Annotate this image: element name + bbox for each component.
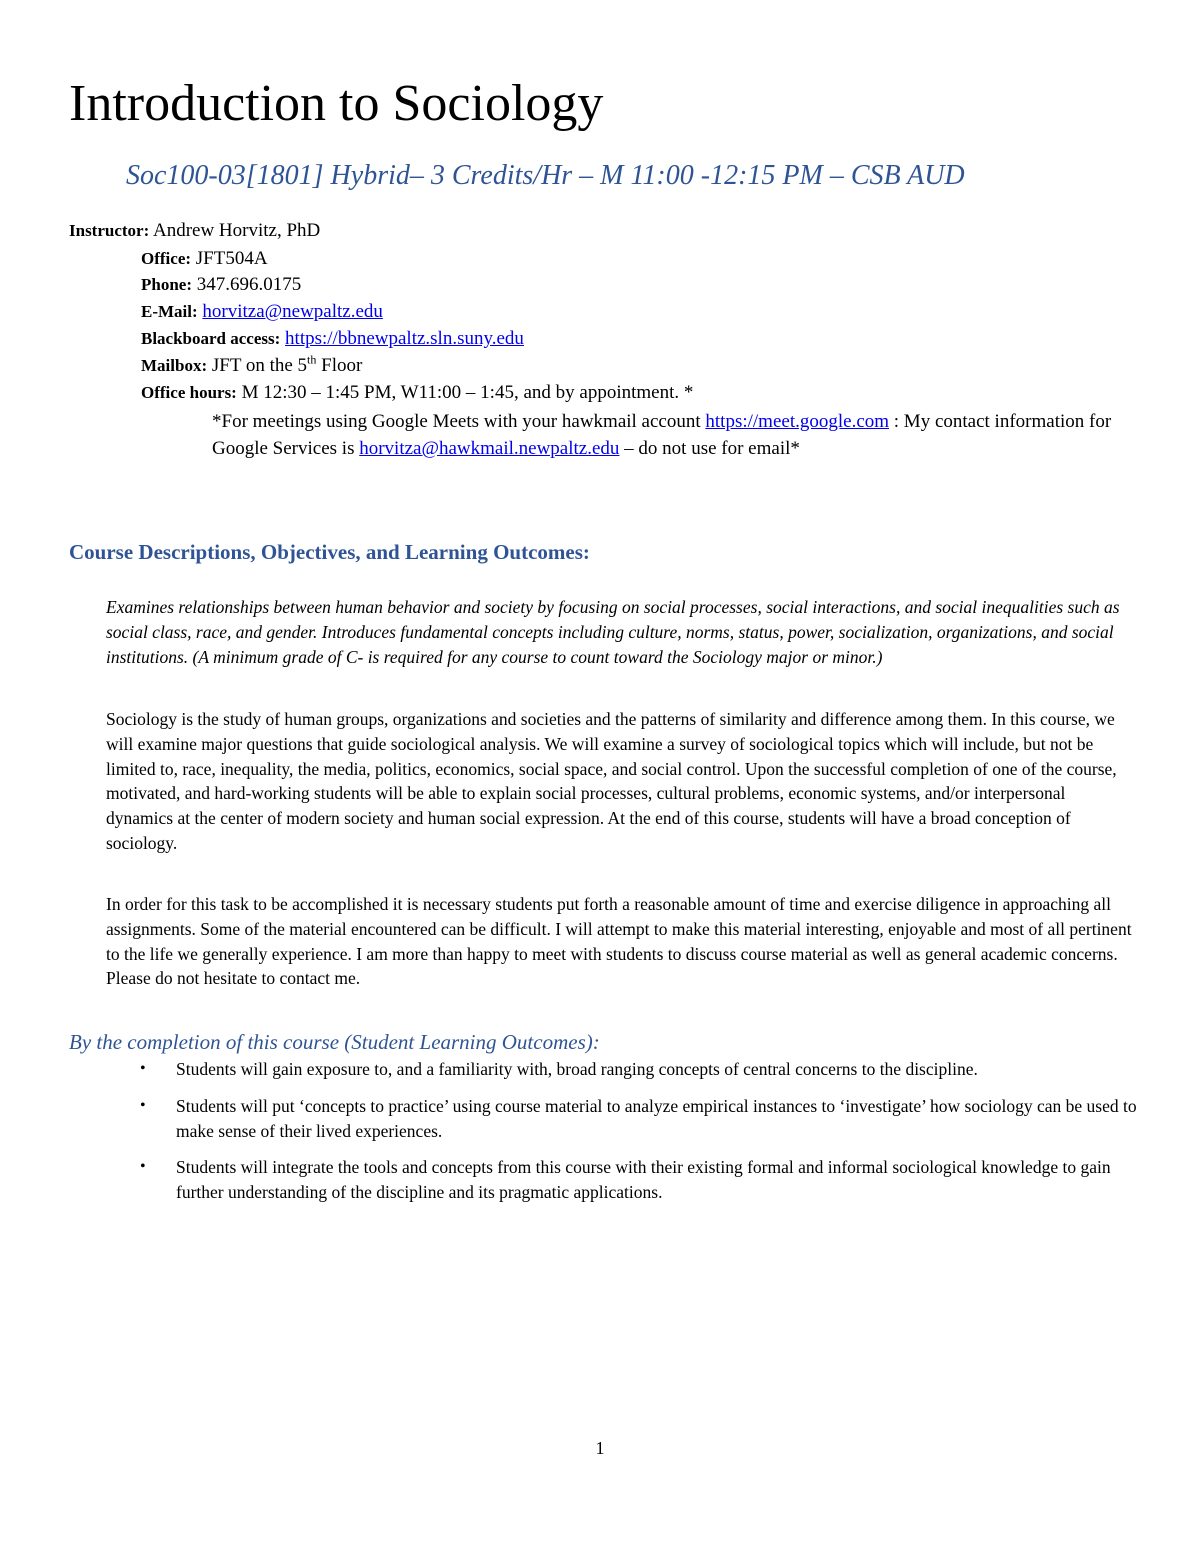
office-hours-line bbox=[141, 380, 693, 406]
email-link[interactable]: horvitza@newpaltz.edu bbox=[202, 301, 383, 322]
list-item bbox=[140, 1094, 1140, 1144]
mailbox-superscript: th bbox=[307, 352, 317, 367]
mailbox-label: Mailbox: bbox=[141, 356, 208, 375]
email-label: E-Mail: bbox=[141, 302, 198, 321]
page-number: 1 bbox=[595, 1438, 605, 1458]
course-description-heading: Course Descriptions, Objectives, and Learning Outcomes: bbox=[69, 540, 590, 564]
email-line bbox=[141, 299, 383, 325]
hawkmail-link[interactable]: horvitza@hawkmail.newpaltz.edu bbox=[359, 438, 620, 459]
mailbox-prefix: JFT on the 5 bbox=[211, 355, 308, 376]
bullet-icon: • bbox=[140, 1060, 146, 1077]
learning-outcomes-heading: By the completion of this course (Student Learning Outcomes): bbox=[69, 1030, 600, 1054]
mailbox-suffix: Floor bbox=[316, 355, 363, 376]
outcome-text: Students will gain exposure to, and a familiarity with, broad ranging concepts of central concerns to the discipline. bbox=[176, 1059, 978, 1079]
blackboard-label: Blackboard access: bbox=[141, 329, 281, 348]
list-item bbox=[140, 1155, 1140, 1205]
instructor-label: Instructor: bbox=[69, 221, 150, 240]
office-value: JFT504A bbox=[195, 248, 268, 269]
course-paragraph-1: Sociology is the study of human groups, organizations and societies and the patterns of similarity and difference among them. In this course, we will examine major questions that guide sociological analysis. We will examine a survey of sociological topics which will include, but not be limited to, race, inequality, the media, politics, economics, social space, and social control. Upon the successful completion of one of the course, motivated, and hard-working students will be able to explain social processes, cultural problems, economic systems, and/or interpersonal dynamics at the center of modern society and human social expression. At the end of this course, students will have a broad conception of sociology. bbox=[106, 709, 1117, 853]
instructor-value: Andrew Horvitz, PhD bbox=[152, 220, 321, 241]
course-subtitle: Soc100-03[1801] Hybrid– 3 Credits/Hr – M 11:00 -12:15 PM – CSB AUD bbox=[126, 160, 965, 191]
meet-text-1: *For meetings using Google Meets with your hawkmail account bbox=[212, 411, 706, 432]
mailbox-value bbox=[211, 352, 363, 376]
phone-line bbox=[141, 272, 301, 298]
office-hours-value: M 12:30 – 1:45 PM, W11:00 – 1:45, and by appointment. * bbox=[241, 382, 694, 403]
office-line bbox=[141, 246, 268, 272]
outcome-text: Students will integrate the tools and concepts from this course with their existing formal and informal sociological knowledge to gain further understanding of the discipline and its pragmatic applications. bbox=[176, 1157, 1111, 1203]
phone-value: 347.696.0175 bbox=[196, 274, 302, 295]
page-title: Introduction to Sociology bbox=[69, 75, 604, 132]
instructor-line bbox=[69, 218, 320, 244]
bullet-icon: • bbox=[140, 1158, 146, 1176]
learning-outcomes-list bbox=[140, 1057, 1140, 1217]
office-hours-label: Office hours: bbox=[141, 383, 237, 402]
mailbox-line bbox=[141, 353, 362, 379]
bullet-icon: • bbox=[140, 1096, 146, 1114]
list-item bbox=[140, 1057, 1140, 1082]
outcome-text: Students will put ‘concepts to practice’ using course material to analyze empirical instances to ‘investigate’ how sociology can be used to make sense of their lived experiences. bbox=[176, 1095, 1137, 1141]
google-meet-note bbox=[212, 408, 1122, 462]
blackboard-line bbox=[141, 326, 524, 352]
meet-text-2: : My contact information for Google Services is bbox=[212, 411, 1112, 459]
meet-text-3: – do not use for email* bbox=[619, 438, 800, 459]
course-paragraph-2: In order for this task to be accomplished it is necessary students put forth a reasonable amount of time and exercise diligence in approaching all assignments. Some of the material encountered can be difficult. I will attempt to make this material interesting, enjoyable and most of all pertinent to the life we generally experience. I am more than happy to meet with students to discuss course material as well as general academic concerns. Please do not hesitate to contact me. bbox=[106, 894, 1132, 989]
phone-label: Phone: bbox=[141, 275, 192, 294]
google-meet-link[interactable]: https://meet.google.com bbox=[705, 411, 890, 432]
blackboard-link[interactable]: https://bbnewpaltz.sln.suny.edu bbox=[285, 328, 524, 349]
office-label: Office: bbox=[141, 249, 192, 268]
catalog-description: Examines relationships between human behavior and society by focusing on social processes, social interactions, and social inequalities such as social class, race, and gender. Introduces fundamental concepts including culture, norms, status, power, socialization, organizations, and social institutions. (A minimum grade of C- is required for any course to count toward the Sociology major or minor.) bbox=[106, 597, 1120, 667]
